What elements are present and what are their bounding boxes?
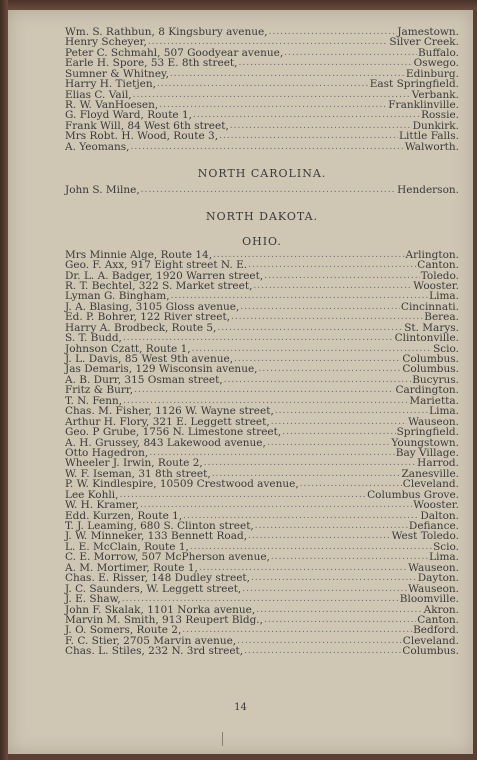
entry-place: Silver Creek. <box>389 36 459 49</box>
section-heading-north-dakota: NORTH DAKOTA. <box>205 209 319 223</box>
entry-place: Little Falls. <box>399 130 459 143</box>
dot-leader <box>131 142 404 152</box>
entry-name: Marvin M. Smith, 913 Reupert Bldg., <box>65 613 263 626</box>
section-heading-ohio: OHIO. <box>242 234 282 248</box>
entry-name: Jas Demaris, 129 Wisconsin avenue, <box>65 363 258 376</box>
dot-leader <box>122 594 399 604</box>
entry-name: W. F. Iseman, 31 8th street, <box>65 467 211 480</box>
entry-name: Dr. L. A. Badger, 1920 Warren street, <box>65 269 264 282</box>
entry-name: Chas. E. Risser, 148 Dudley street, <box>65 572 250 585</box>
book-binding <box>0 0 8 760</box>
directory-entry <box>65 385 459 395</box>
entry-place: Dunkirk. <box>412 119 459 132</box>
dot-leader <box>204 458 416 468</box>
entry-name: A. B. Durr, 315 Osman street, <box>65 373 223 386</box>
dot-leader <box>219 131 398 141</box>
entry-place: Cincinnati. <box>400 300 459 313</box>
entry-place: Berea. <box>424 311 459 324</box>
entry-name: Mrs Minnie Alge, Route 14, <box>65 248 213 261</box>
entry-name: J. W. Minneker, 133 Bennett Road, <box>65 530 248 543</box>
entry-name: A. H. Grussey, 843 Lakewood avenue, <box>65 436 266 449</box>
dot-leader <box>248 531 391 541</box>
entry-name: R. W. VanHoesen, <box>65 99 159 112</box>
entry-name: Earle H. Spore, 53 E. 8th street, <box>65 57 238 70</box>
dot-leader <box>269 27 397 37</box>
entry-name: J. A. Blasing, 3105 Gloss avenue, <box>65 300 240 313</box>
directory-entry <box>65 594 459 604</box>
dot-leader <box>267 438 391 448</box>
dot-leader <box>119 490 366 500</box>
entry-place: Harrod. <box>417 457 459 470</box>
directory-content <box>65 27 459 657</box>
dot-leader <box>231 312 423 322</box>
entry-place: West Toledo. <box>391 530 459 543</box>
dot-leader <box>134 385 394 395</box>
dot-leader <box>141 185 396 195</box>
dot-leader <box>240 302 400 312</box>
entry-place: Buffalo. <box>417 46 459 59</box>
entry-place: Lima. <box>429 290 459 303</box>
entry-name: Fritz & Burr, <box>65 384 134 397</box>
entry-place: Defiance. <box>408 520 459 533</box>
entry-place: Scio. <box>433 342 459 355</box>
entry-place: Arlington. <box>405 248 459 261</box>
dot-leader <box>255 521 408 531</box>
dot-leader <box>157 79 369 89</box>
dot-leader <box>244 646 401 656</box>
entry-name: F. C. Stier, 2705 Marvin avenue, <box>65 634 237 647</box>
dot-leader <box>253 281 412 291</box>
entry-name: Frank Will, 84 West 6th street, <box>65 119 229 132</box>
dot-leader <box>282 427 395 437</box>
book-binding-top <box>0 0 477 10</box>
entry-place: Akron. <box>423 603 459 616</box>
entry-name: G. Floyd Ward, Route 1, <box>65 109 192 122</box>
directory-entry <box>65 646 459 656</box>
directory-entry <box>65 142 459 152</box>
entry-name: J. E. Shaw, <box>65 593 121 606</box>
entry-place: Bedford. <box>413 624 459 637</box>
top-entries-list <box>65 27 459 152</box>
entry-place: Wauseon. <box>408 415 459 428</box>
dot-leader <box>133 90 411 100</box>
entry-place: Cleveland. <box>402 478 459 491</box>
entry-name: Arthur H. Flory, 321 E. Leggett street, <box>65 415 270 428</box>
entry-name: Harry H. Tietjen, <box>65 78 156 91</box>
ohio-entries-list <box>65 250 459 657</box>
dot-leader <box>271 417 407 427</box>
entry-place: Canton. <box>417 259 459 272</box>
entry-place: Oswego. <box>413 57 459 70</box>
dot-leader <box>224 375 411 385</box>
entry-place: Columbus Grove. <box>367 488 459 501</box>
dot-leader <box>238 58 412 68</box>
entry-place: Zanesville. <box>401 467 459 480</box>
entry-place: Marietta. <box>409 394 459 407</box>
entry-place: Franklinville. <box>388 99 459 112</box>
entry-name: L. E. McClain, Route 1, <box>65 540 189 553</box>
entry-place: Wauseon. <box>408 582 459 595</box>
north-carolina-entries-list <box>65 185 459 195</box>
entry-place: Wooster. <box>413 499 459 512</box>
entry-name: Chas. L. Stiles, 232 N. 3rd street, <box>65 645 244 658</box>
entry-place: Wauseon. <box>408 561 459 574</box>
entry-place: Columbus. <box>402 363 459 376</box>
dot-leader <box>159 100 387 110</box>
entry-place: Dalton. <box>420 509 459 522</box>
entry-place: Bucyrus. <box>412 373 459 386</box>
entry-place: Lima. <box>429 551 459 564</box>
entry-place: East Springfield. <box>369 78 459 91</box>
dot-leader <box>259 364 402 374</box>
dot-leader <box>264 615 416 625</box>
entry-name: A. M. Mortimer, Route 1, <box>65 561 198 574</box>
entry-place: Columbus. <box>402 353 459 366</box>
entry-place: Jamestown. <box>397 25 459 38</box>
entry-name: Wheeler J. Irwin, Route 2, <box>65 457 203 470</box>
entry-name: Mrs Robt. H. Wood, Route 3, <box>65 130 219 143</box>
entry-name: J. C. Saunders, W. Leggett street, <box>65 582 242 595</box>
dot-leader <box>248 260 416 270</box>
dot-leader <box>217 323 403 333</box>
entry-name: P. W. Kindlespire, 10509 Crestwood avenue, <box>65 478 299 491</box>
entry-name: Lyman G. Bingham, <box>65 290 170 303</box>
entry-name: Geo. P Grube, 1756 N. Limestone street, <box>65 426 282 439</box>
entry-place: Rossie. <box>421 109 459 122</box>
entry-name: Elias C. Vail, <box>65 88 132 101</box>
entry-name: Johnson Czatt, Route 1, <box>65 342 191 355</box>
entry-place: Bay Village. <box>395 446 459 459</box>
directory-entry <box>65 185 459 195</box>
entry-name: T. J. Leaming, 680 S. Clinton street, <box>65 520 254 533</box>
entry-place: Walworth. <box>404 140 459 153</box>
dot-leader <box>251 573 417 583</box>
entry-name: Ed. P. Bohrer, 122 River street, <box>65 311 231 324</box>
entry-place: Toledo. <box>420 269 459 282</box>
entry-name: Peter C. Schmahl, 507 Goodyear avenue, <box>65 46 284 59</box>
entry-place: Dayton. <box>417 572 459 585</box>
dot-leader <box>275 406 428 416</box>
entry-name: J. O. Somers, Route 2, <box>65 624 182 637</box>
directory-entry <box>65 260 459 270</box>
dot-leader <box>230 121 412 131</box>
entry-name: R. T. Bechtel, 322 S. Market street, <box>65 279 253 292</box>
entry-name: Geo. F. Axx, 917 Eight street N. E. <box>65 259 248 272</box>
entry-place: Lima. <box>429 405 459 418</box>
entry-name: Edd. Kurzen, Route 1, <box>65 509 183 522</box>
entry-place: Springfield. <box>396 426 459 439</box>
entry-place: Youngstown. <box>391 436 459 449</box>
dot-leader <box>256 605 422 615</box>
entry-name: S. T. Budd, <box>65 332 122 345</box>
entry-place: Canton. <box>417 613 459 626</box>
entry-name: Wm. S. Rathbun, 8 Kingsbury avenue, <box>65 25 268 38</box>
entry-place: Henderson. <box>397 184 459 197</box>
dot-leader <box>284 48 417 58</box>
dot-leader <box>242 584 407 594</box>
dot-leader <box>234 354 401 364</box>
entry-name: A. Yeomans, <box>65 140 130 153</box>
entry-place: Cleveland. <box>402 634 459 647</box>
dot-leader <box>264 271 420 281</box>
entry-name: J. L. Davis, 85 West 9th avenue, <box>65 353 234 366</box>
entry-name: John S. Milne, <box>65 184 140 197</box>
dot-leader <box>271 552 428 562</box>
section-heading-north-carolina: NORTH CAROLINA. <box>197 167 327 181</box>
entry-place: Bloomville. <box>399 593 459 606</box>
entry-place: Columbus. <box>402 645 459 658</box>
entry-name: Otto Hagedron, <box>65 446 149 459</box>
entry-place: Clintonville. <box>394 332 459 345</box>
entry-place: Edinburg. <box>405 67 459 80</box>
entry-name: Harry A. Brodbeck, Route 5, <box>65 321 217 334</box>
entry-name: T. N. Fenn, <box>65 394 123 407</box>
entry-place: Wooster. <box>413 279 459 292</box>
entry-place: Verbank. <box>411 88 459 101</box>
directory-entry <box>65 427 459 437</box>
pencil-mark <box>222 732 223 746</box>
entry-name: Chas. M. Fisher, 1126 W. Wayne street, <box>65 405 274 418</box>
entry-name: John F. Skalak, 1101 Norka avenue, <box>65 603 256 616</box>
entry-name: W. H. Kramer, <box>65 499 139 512</box>
entry-name: Henry Scheyer, <box>65 36 147 49</box>
dot-leader <box>237 636 402 646</box>
page-number: 14 <box>234 702 247 713</box>
entry-place: St. Marys. <box>404 321 459 334</box>
entry-place: Scio. <box>433 540 459 553</box>
entry-name: Lee Kohli, <box>65 488 119 501</box>
entry-name: C. E. Morrow, 507 McPherson avenue, <box>65 551 270 564</box>
entry-name: Sumner & Whitney, <box>65 67 169 80</box>
entry-place: Cardington. <box>395 384 459 397</box>
